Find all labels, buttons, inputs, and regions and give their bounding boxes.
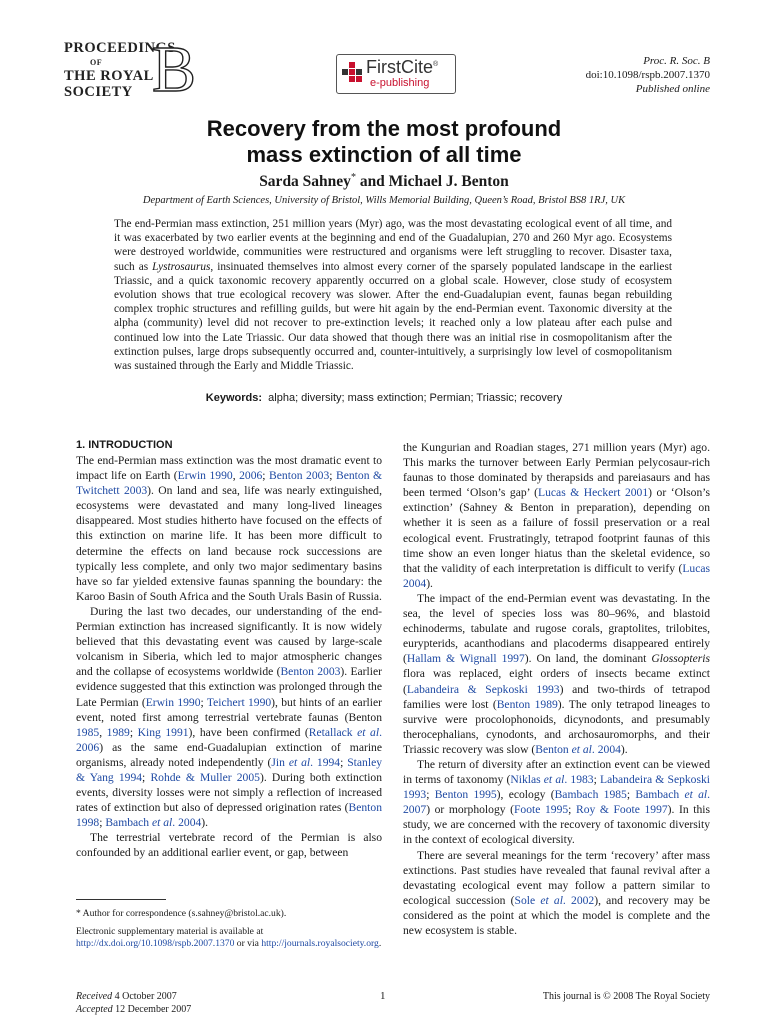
citation-link[interactable]: King 1991 [137,725,189,739]
page-number: 1 [380,990,386,1002]
citation-link[interactable]: Sole et al. 2002 [514,893,595,907]
journal-meta [586,54,710,96]
logo-line2: OF [90,58,103,67]
logo-b-letter: B [152,33,197,106]
dates [76,990,191,1016]
section-heading: 1. INTRODUCTION [76,439,173,451]
citation-link[interactable]: Benton et al. 2004 [535,742,621,756]
citation-link[interactable]: Hallam & Wignall 1997 [406,652,525,666]
copyright: This journal is © 2008 The Royal Society [542,991,710,1002]
title-line-2: mass extinction of all time [246,142,522,167]
citation-link[interactable]: Labandeira & Sepkoski 1993 [403,773,711,802]
citation-link[interactable]: Niklas et al. 1983 [510,773,594,787]
keywords-list: alpha; diversity; mass extinction; Permian; Triassic; recovery [268,392,563,404]
keywords [0,392,768,404]
author-2: and Michael J. Benton [355,173,509,191]
citation-link[interactable]: Lucas & Heckert 2001 [538,486,649,500]
paragraph: There are several meanings for the term ‘recovery’ after mass extinctions. Past studies have revealed that faunal revival after a devastating ecological event may follow a pattern similar to ecological succession (Sole et al. 2002), and recovery may be considered as the point at which the model is complete and the new ecosystem is stable. [403,848,710,937]
citation-link[interactable]: 1985 [76,725,100,739]
publication-status: Published online [635,83,710,95]
journals-link[interactable]: http://journals.royalsociety.org [261,938,379,950]
citation-link[interactable]: Benton 2003 [269,469,330,483]
authors [0,172,768,191]
footnotes [76,908,386,957]
citation-link[interactable]: Foote 1995 [513,803,569,817]
left-column [76,438,382,861]
correspondence-footnote: * Author for correspondence (s.sahney@bristol.ac.uk). [76,908,287,919]
citation-link[interactable]: Benton 2003 [280,665,341,679]
citation-link[interactable]: Erwin 1990 [177,469,233,483]
firstcite-name: FirstCite® [366,57,439,77]
logo-line1: PROCEEDINGS [64,40,176,56]
citation-link[interactable]: Rohde & Muller 2005 [150,770,260,784]
citation-link[interactable]: Erwin 1990 [145,695,201,709]
citation-link[interactable]: Benton 1989 [496,697,558,711]
citation-link[interactable]: Lucas 2004 [403,561,710,590]
citation-link[interactable]: Benton & Twitchett 2003 [76,469,383,498]
abstract: The end-Permian mass extinction, 251 million years (Myr) ago, was the most devastating ecological event of all time, and it was exacerbated by two earlier events at the beginning and end of the Guadalupian, 270 and 260 Myr ago. Ecosystems were destroyed worldwide, communities were restructured and organisms were left struggling to recover. Disaster taxa, such as Lystrosaurus, insinuated themselves into almost every corner of the sparsely populated landscape in the earliest Triassic, and a quick taxonomic recovery apparently occurred on a global scale. However, close study of ecosystem evolution shows that true ecological recovery was slower. After the end-Guadalupian event, faunas began rebuilding complex trophic structures and refilling guilds, but were hit again by the end-Permian event. Taxonomic diversity at the alpha (community) level did not recover to pre-extinction levels; it reached only a low plateau after each pulse and continued low into the Late Triassic. Our data showed that though there was an initial rise in cosmopolitanism after the extinction pulses, large drops subsequently occurred and, counter-intuitively, a surprisingly low level of cosmopolitanism was sustained through the Early and Middle Triassic. [114,218,672,373]
accepted-date: Accepted 12 December 2007 [76,1004,192,1015]
logo-line4: SOCIETY [64,84,133,100]
journal-name: Proc. R. Soc. B [643,55,710,67]
title-line-1: Recovery from the most profound [206,116,562,141]
paragraph: The terrestrial vertebrate record of the Permian is also confounded by an additional earlier event, or gap, between [76,831,382,860]
citation-link[interactable]: Teichert 1990 [206,695,272,709]
paragraph: the Kungurian and Roadian stages, 271 million years (Myr) ago. This marks the turnover between Early Permian pelycosaur-rich faunas to those dominated by therapsids and pareiasaurs and has been termed ‘Olson’s gap’ (Lucas & Heckert 2001) or ‘Olson’s extinction’ (Sahney & Benton in preparation), depending on whether it is seen as a failure of fossil preservation or a real ecological event. Frustratingly, tetrapod footprint faunas of this time show an even longer hiatus than the skeletal evidence, so that the validity of each interpretation is difficult to verify (Lucas 2004). [403,441,710,590]
firstcite-icon [341,61,365,85]
paragraph: The return of diversity after an extinction event can be viewed in terms of taxonomy (Niklas et al. 1983; Labandeira & Sepkoski 1993; Benton 1995), ecology (Bambach 1985; Bambach et al. 2007) or morphology (Foote 1995; Roy & Foote 1997). In this study, we are concerned with the recovery of taxonomic diversity in the context of ecological diversity. [403,757,711,847]
citation-link[interactable]: Retallack et al. 2006 [76,725,382,754]
firstcite-subtitle: e-publishing [370,77,430,89]
citation-link[interactable]: Benton 1998 [76,801,382,830]
logo-line3: THE ROYAL [64,68,154,84]
citation-link[interactable]: Labandeira & Sepkoski 1993 [406,682,560,696]
citation-link[interactable]: 1989 [106,725,130,739]
taxon-name: Glossopteris [651,652,710,666]
article-title [0,116,768,168]
author-1: Sarda Sahney [259,173,351,191]
correspondence-mark: * [350,172,356,183]
citation-link[interactable]: 2006 [239,469,263,483]
taxon-name: Lystrosaurus [152,260,211,273]
citation-link[interactable]: Stanley & Yang 1994 [76,755,383,784]
paragraph: The impact of the end-Permian event was devastating. In the sea, the level of species loss was 80–96%, and blastoid echinoderms, tabulate and rugose corals, graptolites, trilobites, eurypterids, acanthodians and placoderms disappeared entirely (Hallam & Wignall 1997). On land, the dominant Glossopteris flora was replaced, eight orders of insects became extinct (Labandeira & Sepkoski 1993) and two-thirds of tetrapod families were lost (Benton 1989). The only tetrapod lineages to survive were procolophonoids, dicynodonts, and presumably therocephalians, cynodonts, and archosauromorphs, and their Triassic recovery was slow (Benton et al. 2004). [403,591,710,756]
affiliation: Department of Earth Sciences, University of Bristol, Wills Memorial Building, Queen’s Road, Bristol BS8 1RJ, UK [142,195,626,206]
paragraph: The end-Permian mass extinction was the most dramatic event to impact life on Earth (Erwin 1990, 2006; Benton 2003; Benton & Twitchett 2003). On land and sea, life was nearly extinguished, ecosystems were devastated and many long-lived lineages disappeared. Most studies hitherto have focused on the effects of this extinction on marine life. It has been more difficult to determine the effects on land because rock successions are typically less complete, and only two major sedimentary basins have so far yielded extensive faunas spanning the boundary: the Karoo Basin of South Africa and the South Urals Basin of Russia. [76,454,383,603]
citation-link[interactable]: Jin et al. 1994 [271,755,341,769]
citation-link[interactable]: Benton 1995 [434,788,497,802]
firstcite-logo [336,54,456,94]
royal-society-logo [64,33,199,106]
supplementary-footnote: Electronic supplementary material is available at http://dx.doi.org/10.1098/rspb.2007.1370 or via http://journals.royalsociety.org. [76,926,382,950]
footnote-divider [76,899,166,900]
citation-link[interactable]: Bambach et al. 2007 [403,788,711,817]
doi: doi:10.1098/rspb.2007.1370 [585,69,710,81]
citation-link[interactable]: Roy & Foote 1997 [575,803,668,817]
paragraph: During the last two decades, our understanding of the end-Permian extinction has increased significantly. It is now widely believed that this devastating event was caused by large-scale volcanism in Siberia, which led to major atmospheric changes and the collapse of ecosystems worldwide (Benton 2003). Earlier evidence suggested that this extinction was prolonged through the Late Permian (Erwin 1990; Teichert 1990), but hints of an earlier event, noted first among terrestrial vertebrate faunas (Benton 1985, 1989; King 1991), have been confirmed (Retallack et al. 2006) as the same end-Guadalupian extinction of marine organisms, already noted independently (Jin et al. 1994; Stanley & Yang 1994; Rohde & Muller 2005). During both extinction events, diversity losses were not simply a reflection of increased rates of extinction but also of depressed origination rates (Benton 1998; Bambach et al. 2004). [76,604,383,830]
citation-link[interactable]: Bambach 1985 [554,788,627,802]
keywords-label: Keywords: [205,392,263,404]
right-column [403,440,710,938]
doi-link[interactable]: http://dx.doi.org/10.1098/rspb.2007.1370 [76,938,235,950]
received-date: Received 4 October 2007 [76,991,177,1002]
citation-link[interactable]: Bambach et al. 2004 [105,816,202,830]
